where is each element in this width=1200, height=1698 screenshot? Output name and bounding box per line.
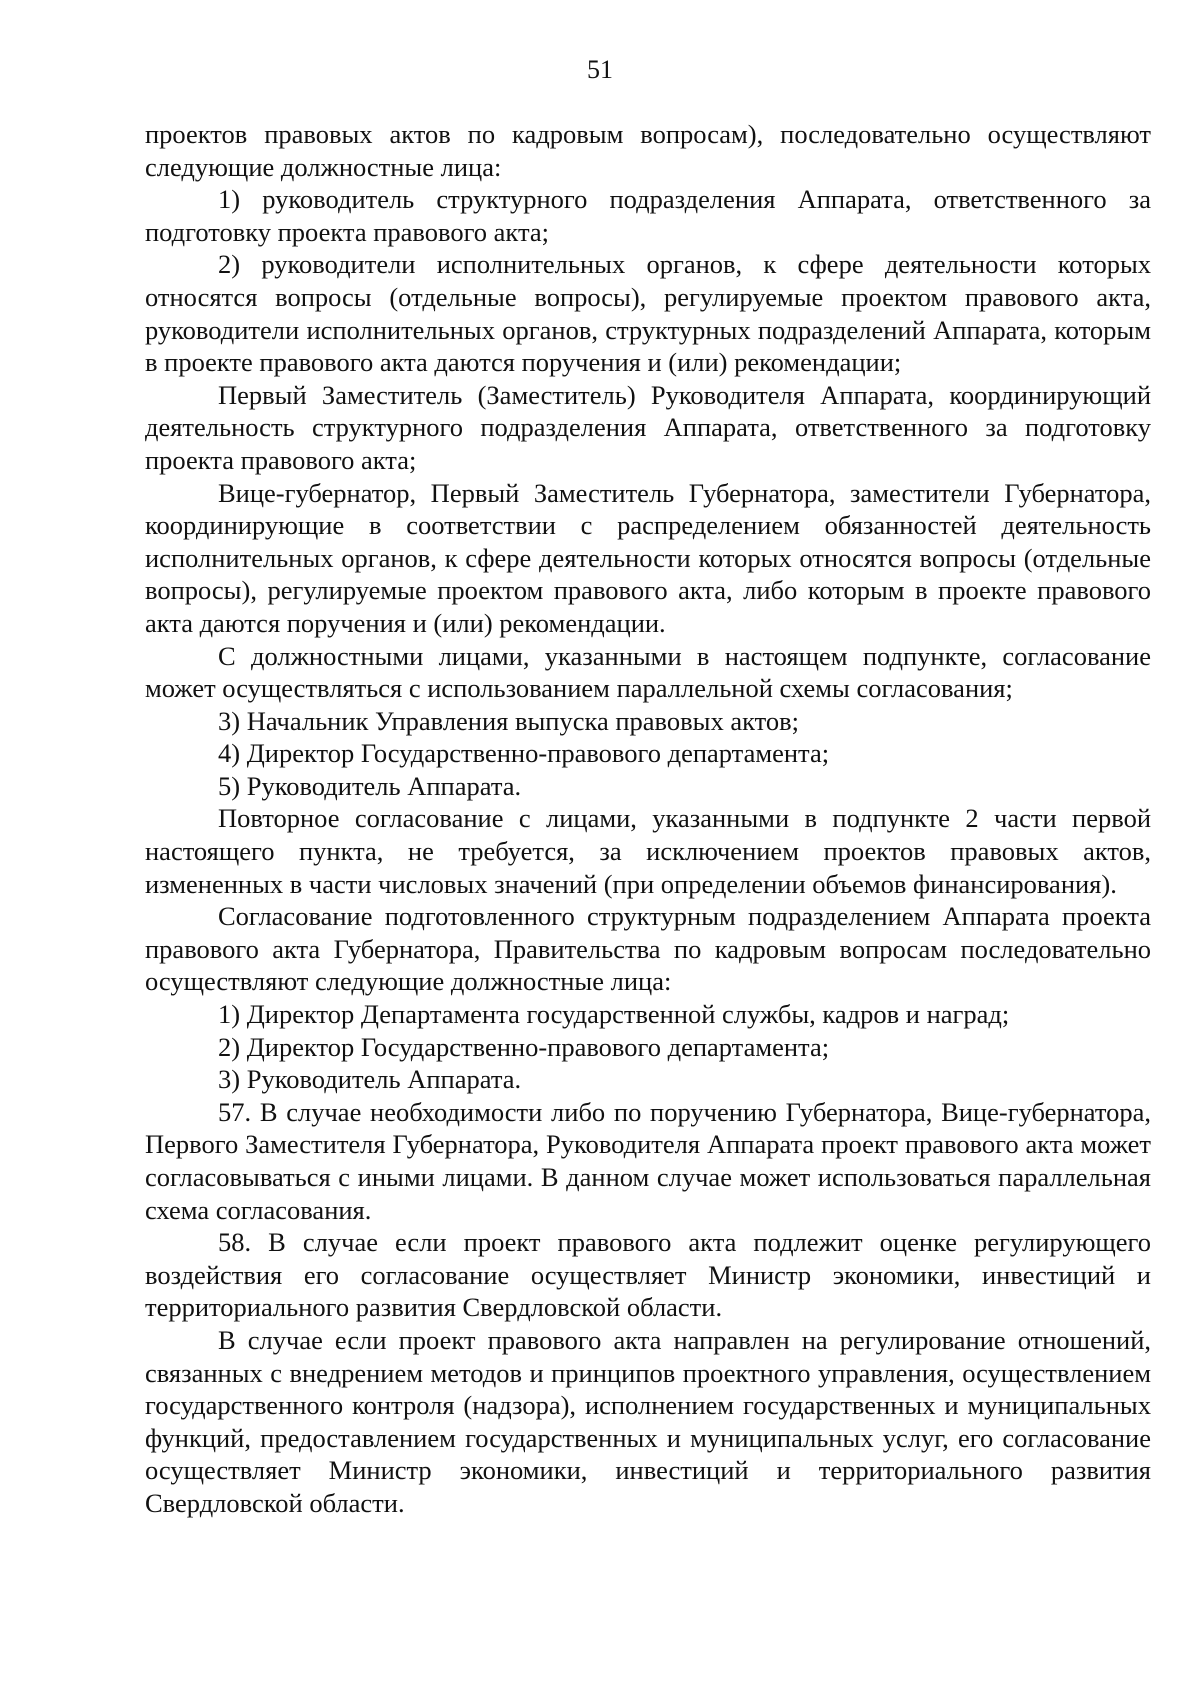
paragraph: В случае если проект правового акта направлен на регулирование отношений, связанных с внедрением методов и принципов проектного управления, осуществлением государственного контроля (надзора), исполнением государственных и муниципальных функций, предоставлением государственных и муниципальных услуг, его согласование осуществляет Министр экономики, инвестиций и территориального развития Свердловской области. <box>145 1324 1151 1518</box>
paragraph: 3) Руководитель Аппарата. <box>218 1064 522 1095</box>
paragraph: Повторное согласование с лицами, указанными в подпункте 2 части первой настоящего пункта, не требуется, за исключением проектов правовых актов, измененных в части числовых значений (при определении объемов финансирования). <box>145 803 1151 899</box>
paragraph: Согласование подготовленного структурным подразделением Аппарата проекта правового акта Губернатора, Правительства по кадровым вопросам последовательно осуществляют следующие должностные лица: <box>145 901 1151 997</box>
paragraph: 58. В случае если проект правового акта подлежит оценке регулирующего воздействия его согласование осуществляет Министр экономики, инвестиций и территориального развития Свердловской области. <box>145 1227 1151 1323</box>
paragraph: 1) руководитель структурного подразделения Аппарата, ответственного за подготовку проекта правового акта; <box>145 184 1151 247</box>
paragraph: 2) руководители исполнительных органов, к сфере деятельности которых относятся вопросы (отдельные вопросы), регулируемые проектом правового акта, руководители исполнительных органов, структурных подразделений Аппарата, которым в проекте правового акта даются поручения и (или) рекомендации; <box>145 249 1151 378</box>
paragraph: проектов правовых актов по кадровым вопросам), последовательно осуществляют следующие должностные лица: <box>145 119 1151 182</box>
paragraph: 5) Руководитель Аппарата. <box>218 770 522 801</box>
paragraph: 3) Начальник Управления выпуска правовых актов; <box>218 705 799 736</box>
paragraph: 2) Директор Государственно-правового департамента; <box>218 1031 830 1062</box>
paragraph: 57. В случае необходимости либо по поручению Губернатора, Вице-губернатора, Первого Заместителя Губернатора, Руководителя Аппарата проект правового акта может согласовываться с иными лицами. В данном случае может использоваться параллельная схема согласования. <box>145 1096 1151 1225</box>
document-body <box>145 118 1151 1520</box>
paragraph: 1) Директор Департамента государственной службы, кадров и наград; <box>218 999 1010 1030</box>
paragraph: Вице-губернатор, Первый Заместитель Губернатора, заместители Губернатора, координирующие в соответствии с распределением обязанностей деятельность исполнительных органов, к сфере деятельности которых относятся вопросы (отдельные вопросы), регулируемые проектом правового акта, либо которым в проекте правового акта даются поручения и (или) рекомендации. <box>145 477 1151 638</box>
page-number: 51 <box>587 55 613 84</box>
paragraph: 4) Директор Государственно-правового департамента; <box>218 738 830 769</box>
paragraph: Первый Заместитель (Заместитель) Руководителя Аппарата, координирующий деятельность структурного подразделения Аппарата, ответственного за подготовку проекта правового акта; <box>145 379 1151 475</box>
paragraph: С должностными лицами, указанными в настоящем подпункте, согласование может осуществляться с использованием параллельной схемы согласования; <box>145 640 1151 704</box>
